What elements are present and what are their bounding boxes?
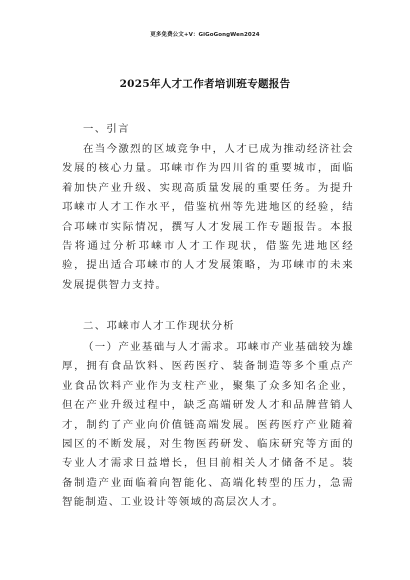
section-heading-status-analysis: 二、邛崃市人才工作现状分析 [83,320,235,332]
section-heading-introduction: 一、引言 [83,123,130,135]
page-title: 2025年人才工作者培训班专题报告 [119,78,291,90]
introduction-paragraph: 在当今激烈的区域竞争中，人才已成为推动经济社会发展的核心力量。邛崃市作为四川省的重要城市，面临着加快产业升级、实现高质量发展的重要任务。为提升邛崃市人才工作水平，借鉴杭州等先进地区的经验，结合邛崃市实际情况，撰写人才发展工作专题报告。本报告将通过分析邛崃市人才工作现状，借鉴先进地区经验，提出适合邛崃市的人才发展策略，为邛崃市的未来发展提供智力支持。 [62,143,354,291]
status-analysis-paragraph: （一）产业基础与人才需求。邛崃市产业基础较为雄厚，拥有食品饮料、医药医疗、装备制造等多个重点产业食品饮料产业作为支柱产业，聚集了众多知名企业，但在产业升级过程中，缺乏高端研发人才和品牌营销人才，制约了产业向价值链高端发展。医药医疗产业随着园区的不断发展，对生物医药研发、临床研究等方面的专业人才需求日益增长，但目前相关人才储备不足。装备制造产业面临着向智能化、高端化转型的压力，急需智能制造、工业设计等领域的高层次人才。 [62,341,354,509]
header-note: 更多免费公文+V：GiGoGongWen2024 [150,32,260,38]
